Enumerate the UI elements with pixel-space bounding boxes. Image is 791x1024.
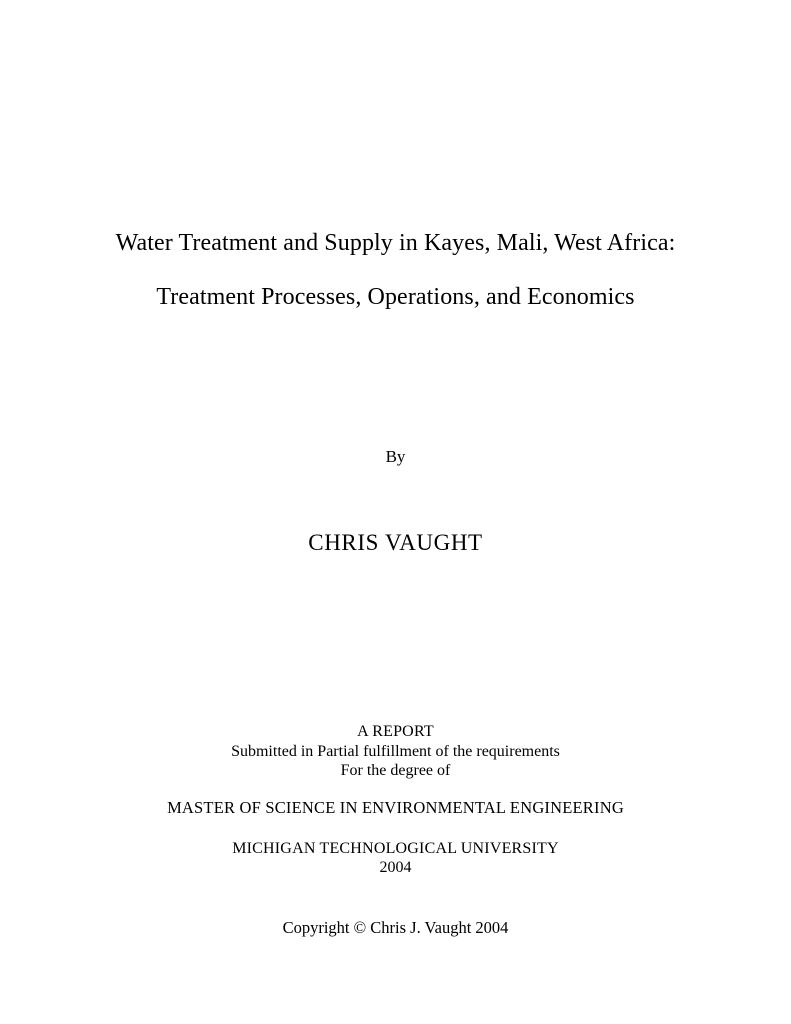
by-label: By xyxy=(385,447,406,466)
year: 2004 xyxy=(379,859,412,876)
submitted-line: Submitted in Partial fulfillment of the requirements xyxy=(231,743,560,760)
degree-name: MASTER OF SCIENCE IN ENVIRONMENTAL ENGINEERING xyxy=(167,798,624,817)
university-name: MICHIGAN TECHNOLOGICAL UNIVERSITY xyxy=(232,840,559,857)
document-title xyxy=(0,228,791,312)
copyright-notice: Copyright © Chris J. Vaught 2004 xyxy=(282,918,509,937)
title-line-2: Treatment Processes, Operations, and Economics xyxy=(156,284,635,310)
report-info-block xyxy=(0,722,791,938)
title-line-1: Water Treatment and Supply in Kayes, Mali, West Africa: xyxy=(115,230,676,256)
author-name: CHRIS VAUGHT xyxy=(308,530,483,555)
degree-intro-line: For the degree of xyxy=(340,762,451,779)
report-label: A REPORT xyxy=(357,723,434,740)
